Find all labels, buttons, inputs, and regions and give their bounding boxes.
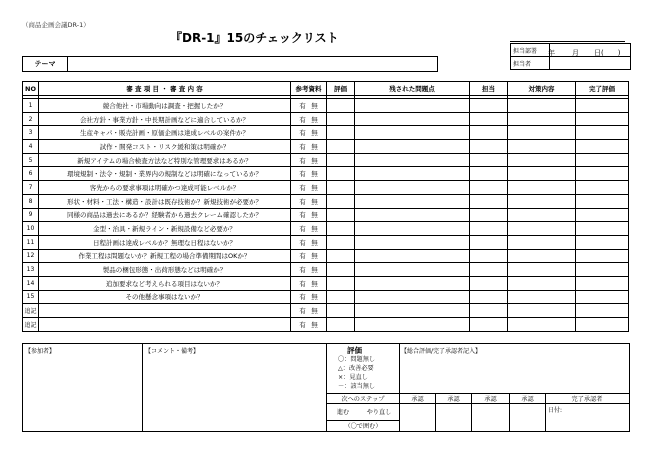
reference-yes-option[interactable]: 有	[299, 170, 306, 179]
checklist-row	[23, 304, 629, 318]
row-completion-cell[interactable]	[576, 112, 629, 126]
divider	[399, 403, 629, 404]
row-item-text: 金型・治具・新規ライン・新規設備など必要か？	[39, 222, 291, 236]
row-item-text: 新規アイテムの場合検査方法など特別な管理要求はあるか？	[39, 153, 291, 167]
row-evaluation-cell[interactable]	[327, 304, 355, 318]
row-evaluation-cell[interactable]	[327, 153, 355, 167]
row-remaining-issues-cell[interactable]	[355, 276, 470, 290]
divider	[326, 403, 399, 404]
checklist-row	[23, 222, 629, 236]
header-completion: 完了評価	[576, 82, 629, 96]
row-number: 追記	[23, 318, 39, 332]
row-assignee-cell[interactable]	[470, 318, 508, 332]
overall-evaluation-label: 【総合評価/完了承認者記入】	[401, 348, 482, 355]
step-proceed-option[interactable]: 進む	[336, 409, 350, 416]
approval-3-label: 承認	[484, 396, 497, 403]
theme-label: テーマ	[23, 57, 68, 71]
date-year-label: 年	[548, 49, 555, 57]
row-item-text: 追加要求など考えられる項目はないか？	[39, 276, 291, 290]
row-evaluation-cell[interactable]	[327, 263, 355, 277]
checklist-row	[23, 208, 629, 222]
evaluation-title: 評価	[347, 346, 362, 355]
row-number: 8	[23, 194, 39, 208]
legend-ok: 〇：問題無し	[338, 356, 376, 363]
row-assignee-cell[interactable]	[470, 290, 508, 304]
row-assignee-cell[interactable]	[470, 153, 508, 167]
checklist-row	[23, 235, 629, 249]
checklist-row	[23, 194, 629, 208]
row-reference-cell	[291, 112, 327, 126]
row-number: 12	[23, 249, 39, 263]
row-countermeasure-cell[interactable]	[508, 153, 576, 167]
header-reference: 参考資料	[291, 82, 327, 96]
row-remaining-issues-cell[interactable]	[355, 235, 470, 249]
department-label: 担当部署	[511, 44, 550, 57]
header-no: NO	[23, 82, 39, 96]
row-item-text: その他懸念事項はないか？	[39, 290, 291, 304]
reference-yes-option[interactable]: 有	[299, 156, 306, 165]
reference-yes-option[interactable]: 有	[299, 211, 306, 220]
row-remaining-issues-cell[interactable]	[355, 140, 470, 154]
row-countermeasure-cell[interactable]	[508, 249, 576, 263]
page-title: 『DR-1』15のチェックリスト	[170, 31, 339, 45]
row-item-text	[39, 304, 291, 318]
reference-no-option[interactable]: 無	[311, 101, 318, 110]
row-remaining-issues-cell[interactable]	[355, 167, 470, 181]
row-reference-cell	[291, 140, 327, 154]
row-countermeasure-cell[interactable]	[508, 181, 576, 195]
row-assignee-cell[interactable]	[470, 194, 508, 208]
reference-no-option[interactable]: 無	[311, 142, 318, 151]
row-remaining-issues-cell[interactable]	[355, 304, 470, 318]
row-evaluation-cell[interactable]	[327, 249, 355, 263]
row-completion-cell[interactable]	[576, 99, 629, 113]
checklist-row	[23, 167, 629, 181]
header-assignee: 担当	[470, 82, 508, 96]
row-countermeasure-cell[interactable]	[508, 290, 576, 304]
row-number: 10	[23, 222, 39, 236]
row-evaluation-cell[interactable]	[327, 126, 355, 140]
row-completion-cell[interactable]	[576, 140, 629, 154]
row-reference-cell	[291, 263, 327, 277]
row-assignee-cell[interactable]	[470, 222, 508, 236]
checklist-row	[23, 249, 629, 263]
row-assignee-cell[interactable]	[470, 208, 508, 222]
reference-no-option[interactable]: 無	[311, 197, 318, 206]
row-remaining-issues-cell[interactable]	[355, 194, 470, 208]
checklist-header-row	[23, 82, 629, 96]
document-code: （商品企画会議DR-1）	[22, 21, 90, 29]
reference-yes-option[interactable]: 有	[299, 101, 306, 110]
row-reference-cell	[291, 249, 327, 263]
row-assignee-cell[interactable]	[470, 99, 508, 113]
row-countermeasure-cell[interactable]	[508, 112, 576, 126]
row-reference-cell	[291, 276, 327, 290]
reference-no-option[interactable]: 無	[311, 238, 318, 247]
reference-yes-option[interactable]: 有	[299, 266, 306, 275]
row-completion-cell[interactable]	[576, 235, 629, 249]
participants-label: 【参加者】	[25, 348, 56, 355]
row-evaluation-cell[interactable]	[327, 208, 355, 222]
row-number: 4	[23, 140, 39, 154]
row-completion-cell[interactable]	[576, 167, 629, 181]
row-remaining-issues-cell[interactable]	[355, 153, 470, 167]
row-evaluation-cell[interactable]	[327, 140, 355, 154]
checklist-row	[23, 318, 629, 332]
row-number: 14	[23, 276, 39, 290]
checklist-row	[23, 181, 629, 195]
approval-4-label: 承認	[521, 396, 534, 403]
row-countermeasure-cell[interactable]	[508, 99, 576, 113]
row-item-text: 製品の梱包形態・出荷形態などは明確か？	[39, 263, 291, 277]
row-item-text: 日程計画は達成レベルか？無理な日程はないか？	[39, 235, 291, 249]
checklist-row	[23, 140, 629, 154]
row-number: 15	[23, 290, 39, 304]
checklist-row	[23, 276, 629, 290]
reference-no-option[interactable]: 無	[311, 307, 318, 316]
divider	[326, 344, 327, 431]
row-reference-cell	[291, 304, 327, 318]
row-reference-cell	[291, 167, 327, 181]
theme-row	[22, 56, 438, 72]
approval-1-label: 承認	[411, 396, 424, 403]
reference-no-option[interactable]: 無	[311, 156, 318, 165]
row-completion-cell[interactable]	[576, 208, 629, 222]
completion-date-label: 日付:	[548, 407, 563, 414]
row-evaluation-cell[interactable]	[327, 167, 355, 181]
reference-yes-option[interactable]: 有	[299, 129, 306, 138]
row-assignee-cell[interactable]	[470, 126, 508, 140]
checklist-row	[23, 290, 629, 304]
row-remaining-issues-cell[interactable]	[355, 112, 470, 126]
legend-review: ×：見直し	[338, 374, 368, 381]
header-evaluation: 評価	[327, 82, 355, 96]
row-remaining-issues-cell[interactable]	[355, 181, 470, 195]
row-reference-cell	[291, 318, 327, 332]
row-remaining-issues-cell[interactable]	[355, 99, 470, 113]
row-remaining-issues-cell[interactable]	[355, 318, 470, 332]
row-remaining-issues-cell[interactable]	[355, 249, 470, 263]
reference-yes-option[interactable]: 有	[299, 320, 306, 329]
reference-no-option[interactable]: 無	[311, 115, 318, 124]
row-evaluation-cell[interactable]	[327, 112, 355, 126]
responsible-table	[510, 43, 631, 70]
row-evaluation-cell[interactable]	[327, 290, 355, 304]
row-number: 2	[23, 112, 39, 126]
row-remaining-issues-cell[interactable]	[355, 222, 470, 236]
row-countermeasure-cell[interactable]	[508, 140, 576, 154]
row-countermeasure-cell[interactable]	[508, 276, 576, 290]
approval-2-label: 承認	[447, 396, 460, 403]
date-month-label: 月	[572, 49, 579, 57]
row-reference-cell	[291, 194, 327, 208]
completion-approver-label: 完了承認者	[571, 396, 603, 403]
comment-label: 【コメント・備考】	[145, 348, 200, 355]
reference-yes-option[interactable]: 有	[299, 293, 306, 302]
checklist-row	[23, 126, 629, 140]
reference-yes-option[interactable]: 有	[299, 115, 306, 124]
row-item-text: 環境規制・法令・規制・業界内の規制などは明確になっているか？	[39, 167, 291, 181]
bottom-section	[22, 343, 630, 432]
row-countermeasure-cell[interactable]	[508, 167, 576, 181]
reference-no-option[interactable]: 無	[311, 211, 318, 220]
row-completion-cell[interactable]	[576, 290, 629, 304]
row-number: 11	[23, 235, 39, 249]
row-reference-cell	[291, 222, 327, 236]
reference-no-option[interactable]: 無	[311, 293, 318, 302]
row-reference-cell	[291, 153, 327, 167]
row-remaining-issues-cell[interactable]	[355, 263, 470, 277]
row-item-text: 作業工程は問題ないか？新規工程の場合準備期間はOKか？	[39, 249, 291, 263]
row-number: 7	[23, 181, 39, 195]
row-number: 1	[23, 99, 39, 113]
next-step-label: 次へのステップ	[341, 396, 385, 403]
reference-yes-option[interactable]: 有	[299, 279, 306, 288]
reference-yes-option[interactable]: 有	[299, 197, 306, 206]
reference-no-option[interactable]: 無	[311, 266, 318, 275]
row-item-text: 試作・開発コスト・リスク緩和策は明確か？	[39, 140, 291, 154]
row-reference-cell	[291, 99, 327, 113]
header-remaining-issues: 残された問題点	[355, 82, 470, 96]
header-countermeasure: 対策内容	[508, 82, 576, 96]
row-evaluation-cell[interactable]	[327, 276, 355, 290]
row-item-text: 会社方針・事業方針・中長期計画などに適合しているか？	[39, 112, 291, 126]
row-number: 追記	[23, 304, 39, 318]
row-completion-cell[interactable]	[576, 318, 629, 332]
row-remaining-issues-cell[interactable]	[355, 126, 470, 140]
row-assignee-cell[interactable]	[470, 167, 508, 181]
row-countermeasure-cell[interactable]	[508, 304, 576, 318]
row-evaluation-cell[interactable]	[327, 222, 355, 236]
row-completion-cell[interactable]	[576, 126, 629, 140]
row-countermeasure-cell[interactable]	[508, 126, 576, 140]
reference-no-option[interactable]: 無	[311, 170, 318, 179]
reference-yes-option[interactable]: 有	[299, 142, 306, 151]
row-assignee-cell[interactable]	[470, 263, 508, 277]
row-number: 3	[23, 126, 39, 140]
row-completion-cell[interactable]	[576, 181, 629, 195]
row-completion-cell[interactable]	[576, 249, 629, 263]
row-item-text: 生産キャパ・販売計画・原価企画は達成レベルの案件か？	[39, 126, 291, 140]
reference-yes-option[interactable]: 有	[299, 183, 306, 192]
checklist-row	[23, 99, 629, 113]
row-assignee-cell[interactable]	[470, 140, 508, 154]
row-evaluation-cell[interactable]	[327, 99, 355, 113]
row-number: 5	[23, 153, 39, 167]
row-countermeasure-cell[interactable]	[508, 222, 576, 236]
reference-no-option[interactable]: 無	[311, 252, 318, 261]
divider	[399, 344, 400, 393]
step-redo-option[interactable]: やり直し	[366, 409, 392, 416]
legend-na: －：該当無し	[338, 383, 376, 390]
row-completion-cell[interactable]	[576, 194, 629, 208]
row-reference-cell	[291, 208, 327, 222]
row-countermeasure-cell[interactable]	[508, 194, 576, 208]
row-item-text: 競合他社・市場動向は調査・把握したか？	[39, 99, 291, 113]
row-evaluation-cell[interactable]	[327, 318, 355, 332]
checklist-row	[23, 153, 629, 167]
reference-no-option[interactable]: 無	[311, 320, 318, 329]
row-completion-cell[interactable]	[576, 276, 629, 290]
reference-yes-option[interactable]: 有	[299, 225, 306, 234]
row-completion-cell[interactable]	[576, 222, 629, 236]
row-assignee-cell[interactable]	[470, 304, 508, 318]
row-evaluation-cell[interactable]	[327, 235, 355, 249]
checklist-row	[23, 263, 629, 277]
person-field[interactable]	[550, 57, 631, 70]
row-assignee-cell[interactable]	[470, 235, 508, 249]
reference-yes-option[interactable]: 有	[299, 252, 306, 261]
legend-improve: △：改善必要	[338, 365, 374, 372]
row-item-text: 客先からの要求事項は明確かつ達成可能レベルか？	[39, 181, 291, 195]
row-completion-cell[interactable]	[576, 153, 629, 167]
row-item-text: 形状・材料・工法・構造・設計は既存技術か？新規技術が必要か？	[39, 194, 291, 208]
checklist-row	[23, 112, 629, 126]
department-field[interactable]	[550, 44, 631, 57]
row-remaining-issues-cell[interactable]	[355, 290, 470, 304]
reference-no-option[interactable]: 無	[311, 129, 318, 138]
reference-yes-option[interactable]: 有	[299, 238, 306, 247]
row-evaluation-cell[interactable]	[327, 194, 355, 208]
row-completion-cell[interactable]	[576, 304, 629, 318]
row-assignee-cell[interactable]	[470, 112, 508, 126]
row-number: 9	[23, 208, 39, 222]
reference-no-option[interactable]: 無	[311, 279, 318, 288]
row-item-text: 同様の商品は過去にあるか？経験者から過去クレーム確認したか？	[39, 208, 291, 222]
person-label: 担当者	[511, 57, 550, 70]
reference-yes-option[interactable]: 有	[299, 307, 306, 316]
row-reference-cell	[291, 181, 327, 195]
step-circle-note: （〇で囲む）	[344, 423, 382, 430]
row-remaining-issues-cell[interactable]	[355, 208, 470, 222]
row-number: 6	[23, 167, 39, 181]
row-number: 13	[23, 263, 39, 277]
row-countermeasure-cell[interactable]	[508, 208, 576, 222]
row-countermeasure-cell[interactable]	[508, 318, 576, 332]
row-item-text	[39, 318, 291, 332]
row-reference-cell	[291, 235, 327, 249]
divider	[142, 344, 143, 431]
row-completion-cell[interactable]	[576, 263, 629, 277]
row-countermeasure-cell[interactable]	[508, 235, 576, 249]
row-assignee-cell[interactable]	[470, 181, 508, 195]
reference-no-option[interactable]: 無	[311, 183, 318, 192]
row-countermeasure-cell[interactable]	[508, 263, 576, 277]
row-reference-cell	[291, 290, 327, 304]
row-evaluation-cell[interactable]	[327, 181, 355, 195]
reference-no-option[interactable]: 無	[311, 225, 318, 234]
row-reference-cell	[291, 126, 327, 140]
checklist-table	[22, 81, 629, 332]
row-assignee-cell[interactable]	[470, 249, 508, 263]
header-item: 審 査 項 目 ・ 審 査 内 容	[39, 82, 291, 96]
row-assignee-cell[interactable]	[470, 276, 508, 290]
date-day-label: 日( )	[594, 49, 621, 57]
